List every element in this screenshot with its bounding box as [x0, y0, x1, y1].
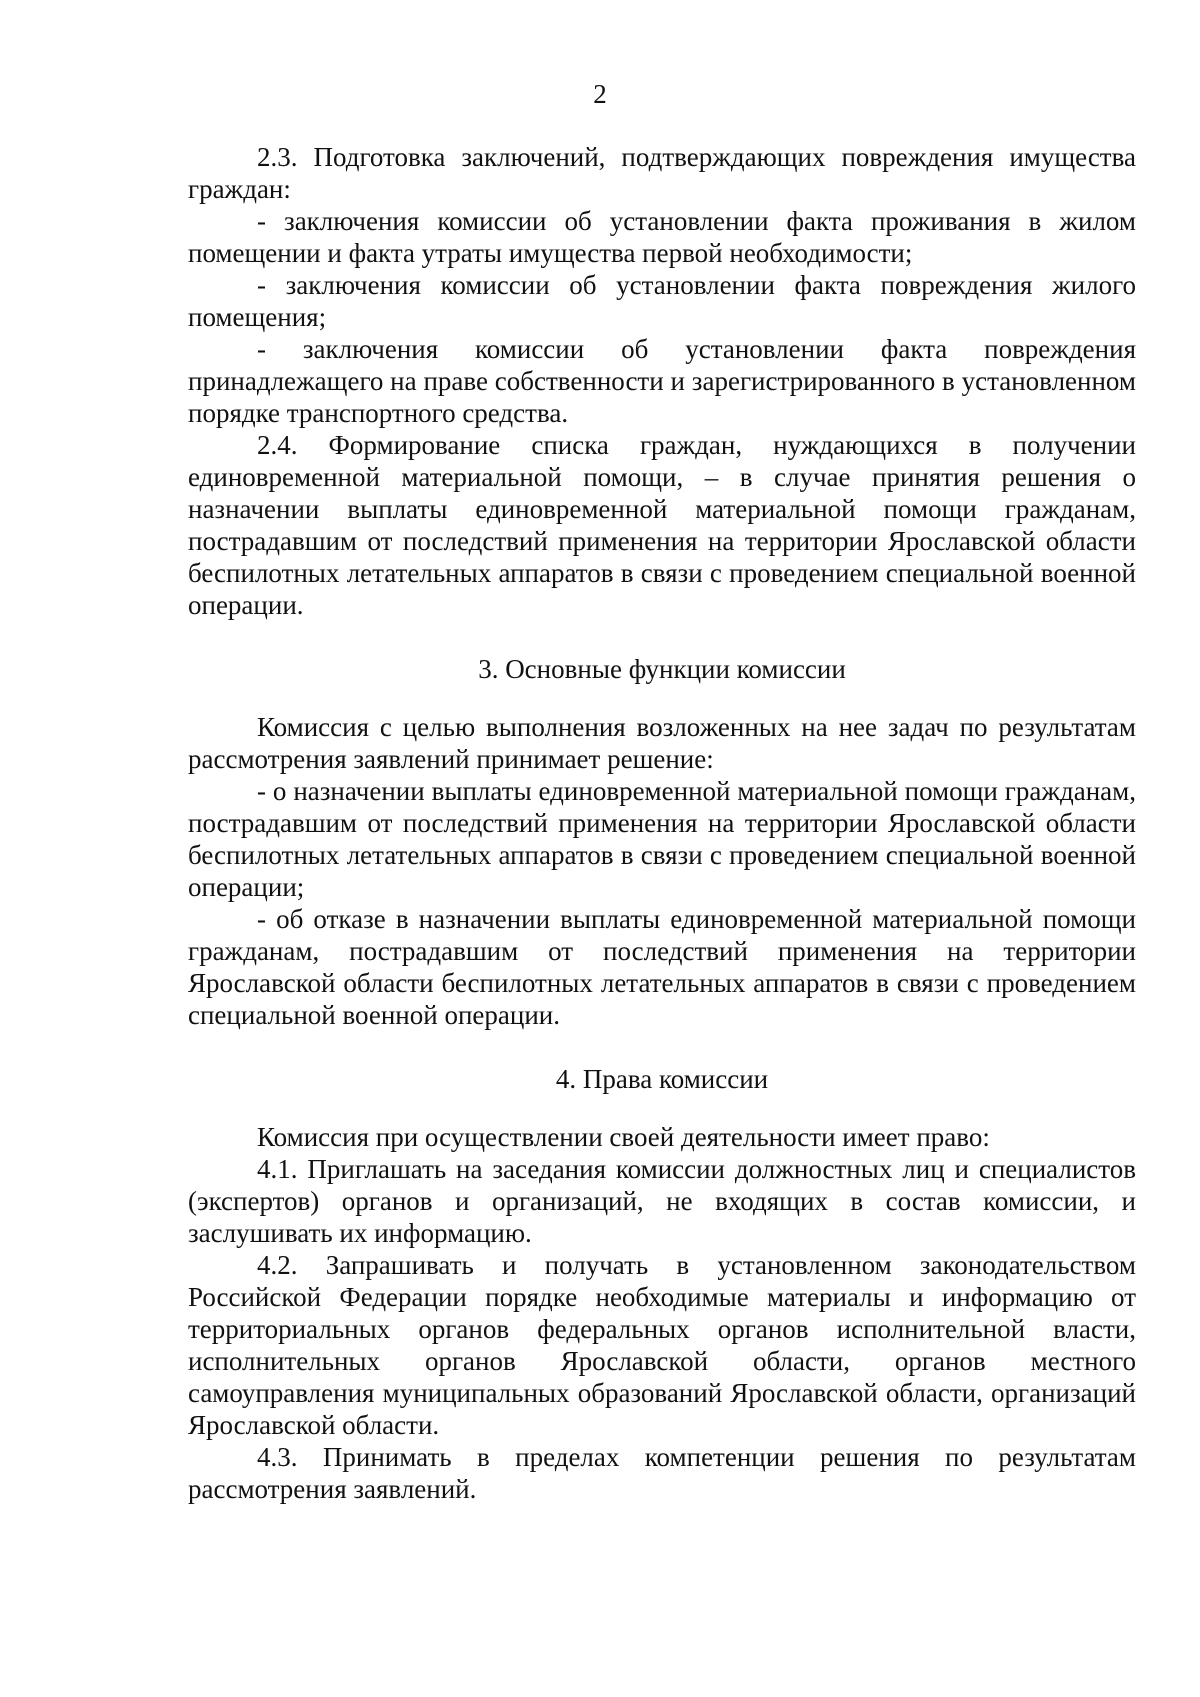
spacer [188, 685, 1136, 711]
section-3-heading: 3. Основные функции комиссии [478, 654, 846, 684]
section-3-intro: Комиссия с целью выполнения возложенных на нее задач по результатам рассмотрения заявлений принимает решение: [188, 712, 1136, 774]
paragraph-4-3: 4.3. Принимать в пределах компетенции решения по результатам рассмотрения заявлений. [188, 1442, 1136, 1504]
list-item-refusal-decision: - об отказе в назначении выплаты единовременной материальной помощи гражданам, пострадавшим от последствий применения на территории Ярославской области беспилотных летательных аппаратов в связи с проведением специальной военной операции. [188, 904, 1136, 1030]
paragraph-4-2: 4.2. Запрашивать и получать в установленном законодательством Российской Федерации порядке необходимые материалы и информацию от территориальных органов федеральных органов исполнительной власти, исполнительных органов Ярославской области, органов местного самоуправления муниципальных образований Ярославской области, организаций Ярославской области. [188, 1250, 1136, 1440]
spacer [188, 1031, 1136, 1063]
list-item-grant-decision: - о назначении выплаты единовременной материальной помощи гражданам, пострадавшим от последствий применения на территории Ярославской области беспилотных летательных аппаратов в связи с проведением специальной военной операции; [188, 776, 1136, 902]
spacer [188, 1095, 1136, 1121]
page-number: 2 [593, 79, 607, 109]
section-4-intro: Комиссия при осуществлении своей деятельности имеет право: [257, 1122, 990, 1152]
paragraph-4-1: 4.1. Приглашать на заседания комиссии должностных лиц и специалистов (экспертов) органов и организаций, не входящих в состав комиссии, и заслушивать их информацию. [188, 1154, 1136, 1248]
section-4-heading: 4. Права комиссии [555, 1064, 769, 1094]
spacer [188, 621, 1136, 653]
list-item-residence-conclusion: - заключения комиссии об установлении факта проживания в жилом помещении и факта утраты имущества первой необходимости; [188, 206, 1136, 268]
list-item-vehicle-damage-conclusion: - заключения комиссии об установлении факта повреждения принадлежащего на праве собственности и зарегистрированного в установленном порядке транспортного средства. [188, 334, 1136, 428]
paragraph-2-4: 2.4. Формирование списка граждан, нуждающихся в получении единовременной материальной помощи, – в случае принятия решения о назначении выплаты единовременной материальной помощи гражданам, пострадавшим от последствий применения на территории Ярославской области беспилотных летательных аппаратов в связи с проведением специальной военной операции. [188, 430, 1136, 620]
document-body [188, 141, 1136, 1505]
list-item-housing-damage-conclusion: - заключения комиссии об установлении факта повреждения жилого помещения; [188, 270, 1136, 332]
paragraph-2-3: 2.3. Подготовка заключений, подтверждающих повреждения имущества граждан: [188, 142, 1136, 204]
